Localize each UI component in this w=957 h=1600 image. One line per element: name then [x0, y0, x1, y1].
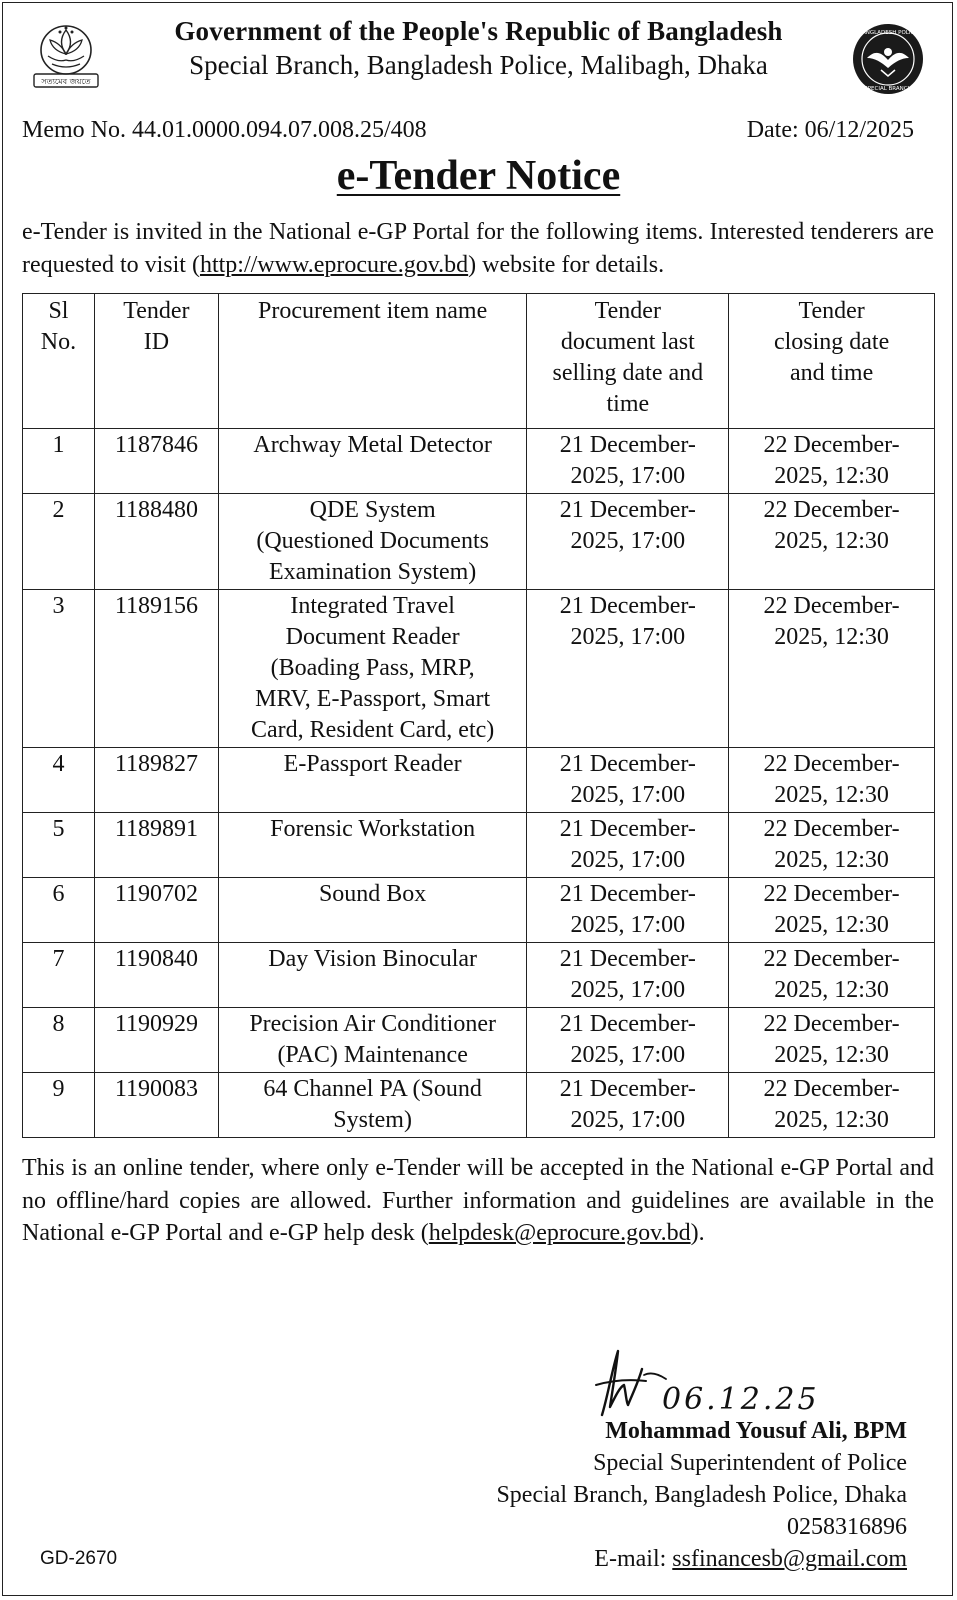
- selling-date-line: 2025, 17:00: [570, 463, 686, 489]
- sl-line: 3: [52, 593, 65, 619]
- header-text-line: closing date: [773, 329, 890, 355]
- closing-date-line: 22 December-: [763, 751, 900, 777]
- selling-date-cell: [527, 590, 729, 748]
- table-row: [23, 943, 935, 1008]
- item-name-line: Forensic Workstation: [270, 816, 476, 842]
- intro-text: e-Tender is invited in the National e-GP Portal for the following items. Interested tenderers are requested to visit (: [22, 219, 934, 278]
- closing-date-line: 2025, 12:30: [774, 782, 889, 808]
- tender-id-line: 1190083: [114, 1076, 198, 1102]
- closing-date-cell: [729, 1008, 935, 1073]
- closing-date-cell: [729, 1073, 935, 1138]
- selling-date-line: 2025, 17:00: [570, 847, 686, 873]
- tender-id-line: 1189827: [114, 751, 198, 777]
- tender-id-cell: [94, 813, 218, 878]
- item-name-cell: [218, 494, 527, 590]
- table-row: [23, 813, 935, 878]
- sl-cell: [23, 813, 95, 878]
- svg-text:সত্যমেব জয়তে: সত্যমেব জয়তে: [41, 77, 91, 86]
- item-name-cell: [218, 813, 527, 878]
- selling-date-line: 21 December-: [559, 593, 696, 619]
- sl-cell: [23, 878, 95, 943]
- signatory-email-link[interactable]: ssfinancesb@gmail.com: [672, 1546, 907, 1572]
- sl-cell: [23, 748, 95, 813]
- closing-date-line: 22 December-: [763, 881, 900, 907]
- item-name-cell: [218, 748, 527, 813]
- sl-line: 8: [52, 1011, 65, 1037]
- closing-date-line: 22 December-: [763, 432, 900, 458]
- selling-date-line: 2025, 17:00: [570, 1107, 686, 1133]
- selling-date-cell: [527, 813, 729, 878]
- selling-date-line: 21 December-: [559, 946, 696, 972]
- tender-id-cell: [94, 878, 218, 943]
- item-name-line: (PAC) Maintenance: [277, 1042, 468, 1068]
- item-name-cell: [218, 429, 527, 494]
- tender-id-cell: [94, 943, 218, 1008]
- svg-text:BANGLADESH POLICE: BANGLADESH POLICE: [858, 30, 918, 36]
- item-name-line: (Boading Pass, MRP,: [270, 655, 475, 681]
- tender-id-line: 1190840: [114, 946, 198, 972]
- signatory-name: Mohammad Yousuf Ali, BPM: [605, 1418, 907, 1444]
- closing-date-cell: [729, 943, 935, 1008]
- svg-text:06.12.25: 06.12.25: [662, 1382, 820, 1417]
- handwritten-signature: [590, 1345, 870, 1425]
- item-name-line: (Questioned Documents: [256, 528, 489, 554]
- header-selling-date: [527, 294, 729, 429]
- sl-line: 9: [52, 1076, 65, 1102]
- closing-date-line: 2025, 12:30: [774, 1042, 889, 1068]
- selling-date-line: 2025, 17:00: [570, 1042, 686, 1068]
- header-closing-date: [729, 294, 935, 429]
- item-name-line: Integrated Travel: [290, 593, 455, 619]
- tender-id-cell: [94, 1008, 218, 1073]
- sl-line: 6: [52, 881, 65, 907]
- closing-date-line: 22 December-: [763, 593, 900, 619]
- closing-date-cell: [729, 748, 935, 813]
- header-text-line: Procurement item name: [258, 298, 488, 324]
- item-name-line: Card, Resident Card, etc): [251, 717, 495, 743]
- eprocure-link[interactable]: http://www.eprocure.gov.bd: [199, 252, 469, 278]
- tender-id-line: 1189891: [114, 816, 198, 842]
- selling-date-line: 21 December-: [559, 1011, 696, 1037]
- tender-id-line: 1190929: [114, 1011, 198, 1037]
- sl-cell: [23, 1008, 95, 1073]
- closing-date-line: 2025, 12:30: [774, 912, 889, 938]
- header-text-line: Tender: [123, 298, 190, 324]
- item-name-line: Precision Air Conditioner: [249, 1011, 496, 1037]
- selling-date-cell: [527, 1008, 729, 1073]
- item-name-line: Examination System): [268, 559, 477, 585]
- sl-line: 7: [52, 946, 65, 972]
- selling-date-line: 21 December-: [559, 1076, 696, 1102]
- selling-date-cell: [527, 494, 729, 590]
- table-header-row: [23, 294, 935, 429]
- signatory-email-line: [496, 1543, 907, 1575]
- signatory-designation: Special Superintendent of Police: [593, 1450, 907, 1476]
- closing-date-cell: [729, 429, 935, 494]
- tender-id-line: 1188480: [114, 497, 198, 523]
- tender-id-cell: [94, 748, 218, 813]
- sl-cell: [23, 429, 95, 494]
- signatory-office: Special Branch, Bangladesh Police, Dhaka: [496, 1482, 907, 1508]
- selling-date-line: 21 December-: [559, 497, 696, 523]
- tender-table-body: [23, 429, 935, 1138]
- closing-date-cell: [729, 813, 935, 878]
- intro-text-end: ) website for details.: [468, 252, 665, 278]
- table-row: [23, 1008, 935, 1073]
- memo-number: Memo No. 44.01.0000.094.07.008.25/408: [22, 117, 427, 143]
- table-row: [23, 590, 935, 748]
- sl-line: 2: [52, 497, 65, 523]
- selling-date-cell: [527, 429, 729, 494]
- footer-paragraph: [22, 1152, 934, 1250]
- item-name-line: Day Vision Binocular: [268, 946, 478, 972]
- header-item-name: [218, 294, 527, 429]
- email-label: E-mail:: [594, 1546, 673, 1572]
- table-row: [23, 748, 935, 813]
- closing-date-line: 22 December-: [763, 497, 900, 523]
- item-name-line: QDE System: [309, 497, 436, 523]
- closing-date-cell: [729, 878, 935, 943]
- helpdesk-email-link[interactable]: helpdesk@eprocure.gov.bd: [428, 1220, 691, 1246]
- item-name-cell: [218, 590, 527, 748]
- closing-date-line: 22 December-: [763, 1076, 900, 1102]
- selling-date-line: 2025, 17:00: [570, 782, 686, 808]
- header-text-line: ID: [143, 329, 170, 355]
- sl-cell: [23, 943, 95, 1008]
- closing-date-line: 22 December-: [763, 1011, 900, 1037]
- header-text-line: document last: [560, 329, 695, 355]
- tender-table: [22, 293, 935, 1138]
- closing-date-line: 2025, 12:30: [774, 977, 889, 1003]
- item-name-line: E-Passport Reader: [283, 751, 462, 777]
- tender-id-cell: [94, 494, 218, 590]
- memo-date: Date: 06/12/2025: [746, 117, 914, 143]
- item-name-cell: [218, 878, 527, 943]
- tender-id-cell: [94, 590, 218, 748]
- header-tender-id: [94, 294, 218, 429]
- header-text-line: No.: [40, 329, 77, 355]
- sl-line: 5: [52, 816, 65, 842]
- item-name-line: Sound Box: [318, 881, 427, 907]
- table-row: [23, 1073, 935, 1138]
- signature-block: [496, 1415, 907, 1575]
- item-name-line: System): [333, 1107, 412, 1133]
- item-name-cell: [218, 1073, 527, 1138]
- footer-text-end: ).: [690, 1220, 705, 1246]
- closing-date-line: 2025, 12:30: [774, 1107, 889, 1133]
- tender-id-cell: [94, 429, 218, 494]
- table-row: [23, 878, 935, 943]
- selling-date-line: 2025, 17:00: [570, 912, 686, 938]
- header-text-line: Sl: [48, 298, 69, 324]
- gd-code: GD-2670: [40, 1548, 118, 1569]
- closing-date-line: 2025, 12:30: [774, 624, 889, 650]
- sl-cell: [23, 1073, 95, 1138]
- selling-date-line: 21 December-: [559, 751, 696, 777]
- item-name-cell: [218, 1008, 527, 1073]
- office-subtitle: Special Branch, Bangladesh Police, Malibagh, Dhaka: [189, 50, 768, 80]
- selling-date-line: 21 December-: [559, 432, 696, 458]
- item-name-line: MRV, E-Passport, Smart: [255, 686, 491, 712]
- selling-date-cell: [527, 748, 729, 813]
- tender-id-cell: [94, 1073, 218, 1138]
- header-text-line: and time: [789, 360, 874, 386]
- footer-text: This is an online tender, where only e-Tender will be accepted in the National e-GP Portal and no offline/hard copies are allowed. Further information and guidelines are available in the National e-GP Portal and e-GP help desk (: [22, 1155, 934, 1246]
- notice-title: [0, 152, 957, 200]
- header-text-line: Tender: [594, 298, 661, 324]
- closing-date-line: 2025, 12:30: [774, 463, 889, 489]
- closing-date-line: 2025, 12:30: [774, 847, 889, 873]
- header-text-line: Tender: [798, 298, 865, 324]
- selling-date-cell: [527, 943, 729, 1008]
- tender-id-line: 1189156: [114, 593, 198, 619]
- selling-date-line: 21 December-: [559, 881, 696, 907]
- selling-date-line: 21 December-: [559, 816, 696, 842]
- svg-text:SPECIAL BRANCH: SPECIAL BRANCH: [864, 86, 912, 92]
- selling-date-line: 2025, 17:00: [570, 624, 686, 650]
- table-row: [23, 429, 935, 494]
- closing-date-line: 22 December-: [763, 946, 900, 972]
- signatory-phone: 0258316896: [787, 1514, 907, 1540]
- item-name-line: Archway Metal Detector: [253, 432, 492, 458]
- tender-id-line: 1187846: [114, 432, 198, 458]
- item-name-cell: [218, 943, 527, 1008]
- header-text-line: time: [606, 391, 650, 417]
- item-name-line: 64 Channel PA (Sound: [263, 1076, 482, 1102]
- selling-date-cell: [527, 878, 729, 943]
- item-name-line: Document Reader: [285, 624, 460, 650]
- table-row: [23, 494, 935, 590]
- closing-date-line: 2025, 12:30: [774, 528, 889, 554]
- notice-title-text: e-Tender Notice: [336, 153, 621, 199]
- government-title: Government of the People's Republic of Bangladesh: [174, 16, 783, 46]
- sl-cell: [23, 494, 95, 590]
- header-text-line: selling date and: [552, 360, 704, 386]
- closing-date-cell: [729, 494, 935, 590]
- selling-date-line: 2025, 17:00: [570, 528, 686, 554]
- header-sl-no: [23, 294, 95, 429]
- selling-date-line: 2025, 17:00: [570, 977, 686, 1003]
- sl-line: 1: [52, 432, 65, 458]
- tender-id-line: 1190702: [114, 881, 198, 907]
- closing-date-cell: [729, 590, 935, 748]
- closing-date-line: 22 December-: [763, 816, 900, 842]
- intro-paragraph: [22, 216, 934, 282]
- selling-date-cell: [527, 1073, 729, 1138]
- sl-cell: [23, 590, 95, 748]
- sl-line: 4: [52, 751, 65, 777]
